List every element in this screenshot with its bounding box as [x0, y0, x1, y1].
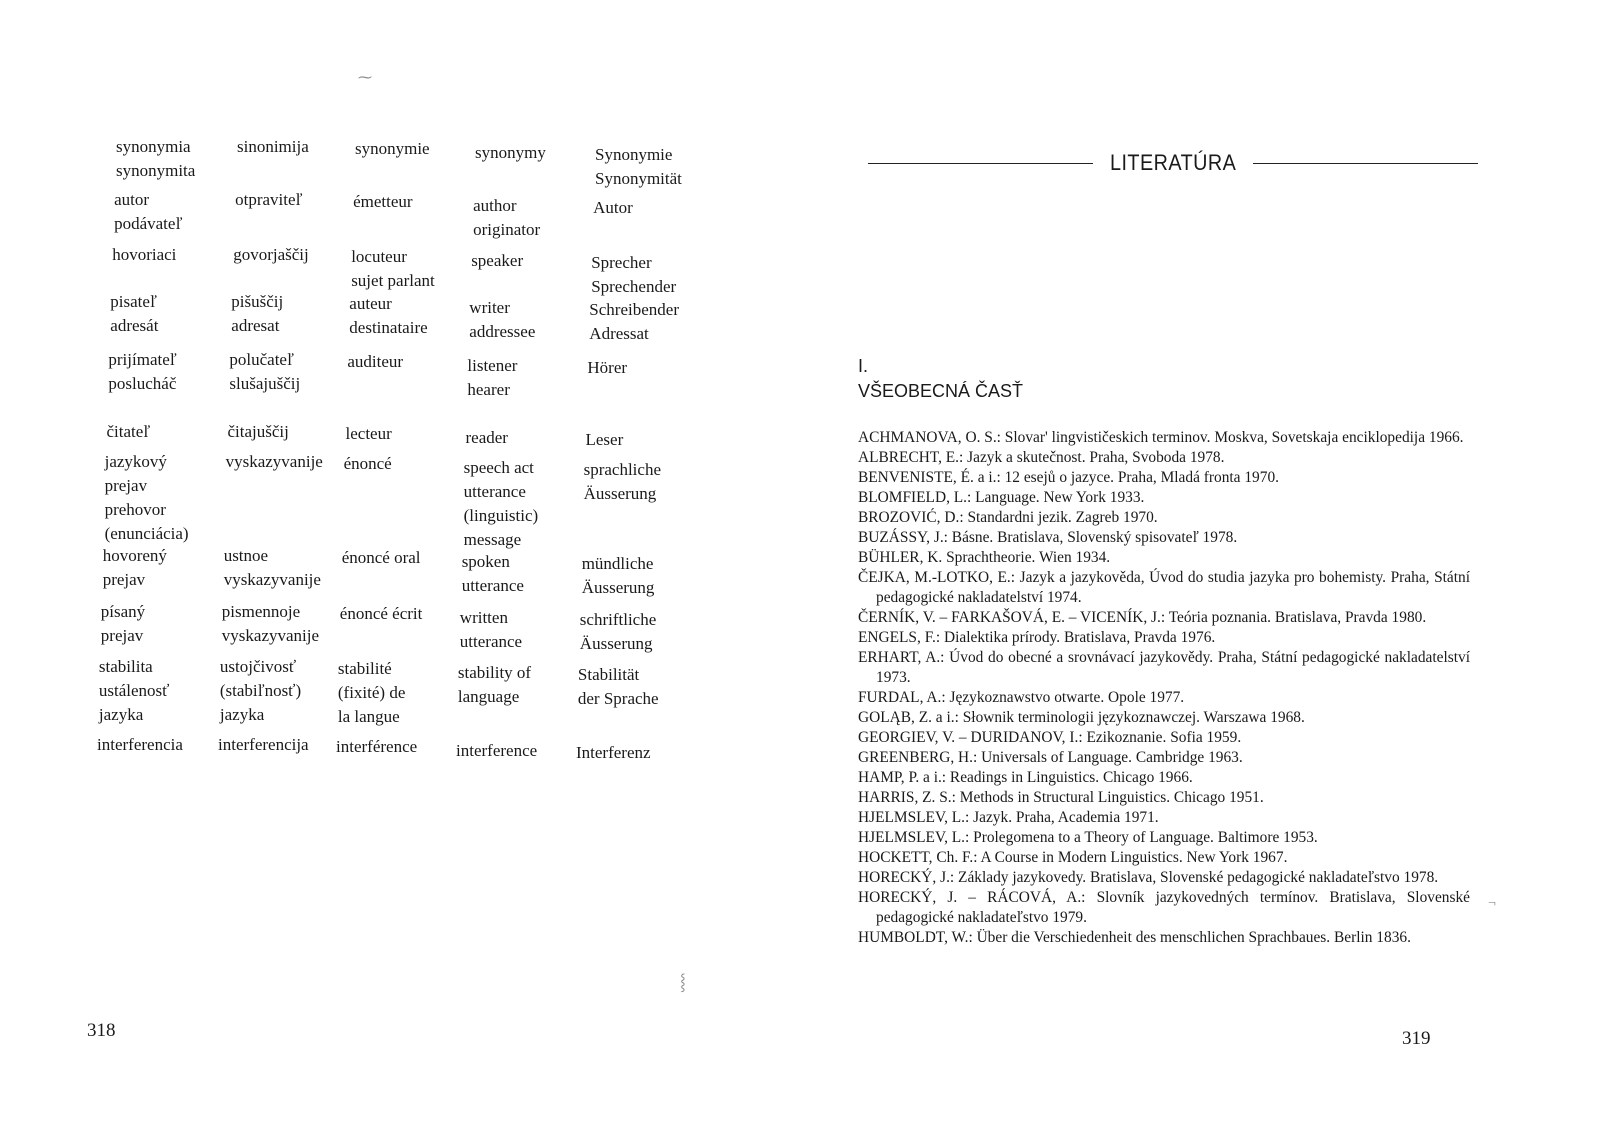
term: speech act — [463, 458, 534, 477]
reference-entry: HORECKÝ, J. – RÁCOVÁ, A.: Slovník jazykovedných termínov. Bratislava, Slovenské pedagogické nakladateľstvo 1979. — [858, 889, 1470, 926]
term: vyskazyvanije — [221, 626, 320, 645]
term: vyskazyvanije — [225, 452, 323, 471]
term: govorjaščij — [233, 245, 309, 264]
reference-entry: HAMP, P. a i.: Readings in Linguistics. Chicago 1966. — [858, 769, 1193, 786]
term: vyskazyvanije — [223, 570, 321, 589]
term: spoken — [461, 552, 510, 571]
reference-entry: BROZOVIĆ, D.: Standardni jezik. Zagreb 1970. — [858, 509, 1158, 526]
section-number: I. — [858, 356, 869, 376]
term-cell — [226, 450, 323, 474]
term-cell — [578, 663, 659, 711]
term-cell — [591, 251, 676, 299]
term: der Sprache — [577, 689, 659, 708]
term-cell — [107, 420, 151, 444]
term: speaker — [471, 251, 524, 270]
term: Schreibender — [589, 300, 679, 319]
term: utterance — [459, 632, 523, 651]
term-cell — [101, 600, 145, 648]
term: čitateľ — [106, 422, 151, 441]
term-cell — [349, 292, 427, 340]
term: (fixité) de — [337, 683, 406, 702]
term: (stabiľnosť) — [219, 681, 302, 700]
term: pismennoje — [221, 602, 301, 621]
term: prehovor — [104, 500, 166, 519]
term-cell — [97, 733, 183, 757]
term-cell — [110, 290, 158, 338]
chapter-title: LITERATÚRA — [1109, 150, 1237, 175]
term: synonymy — [475, 143, 546, 162]
term-cell — [228, 420, 289, 444]
term: Äusserung — [579, 634, 653, 653]
term: utterance — [461, 576, 524, 595]
term: Sprecher — [591, 253, 652, 272]
term: prijímateľ — [108, 350, 177, 369]
term: hearer — [467, 380, 510, 399]
term: Synonymität — [595, 169, 682, 188]
term-cell — [233, 243, 309, 267]
term: polučateľ — [229, 350, 294, 369]
term: written — [459, 608, 508, 627]
term-cell — [346, 422, 392, 446]
term-cell — [353, 190, 412, 214]
scan-smudge: ¬ — [1488, 896, 1496, 911]
reference-entry: HUMBOLDT, W.: Über die Verschiedenheit des menschlichen Sprachbaues. Berlin 1836. — [858, 929, 1411, 946]
term: auditeur — [347, 352, 404, 371]
reference-entry: BÜHLER, K. Sprachtheorie. Wien 1934. — [858, 549, 1111, 566]
reference-entry: ENGELS, F.: Dialektika prírody. Bratislava, Pravda 1976. — [858, 629, 1216, 646]
reference-entry: GOLĄB, Z. a i.: Słownik terminologii językoznawczej. Warszawa 1968. — [858, 709, 1305, 726]
left-page — [0, 0, 720, 1133]
term: Adressat — [589, 324, 649, 343]
term: slušajuščij — [229, 374, 301, 393]
term-cell — [473, 194, 540, 242]
scan-smudge: ⸾ — [680, 974, 686, 991]
term: Autor — [593, 198, 633, 217]
term: stability of — [457, 663, 532, 682]
term: interferencia — [97, 735, 183, 754]
term: synonymia — [116, 137, 191, 156]
term: podávateľ — [114, 214, 183, 233]
term: writer — [469, 298, 510, 317]
term: author — [473, 196, 517, 215]
term-cell — [589, 298, 679, 346]
term: ustálenosť — [98, 681, 170, 700]
term: originator — [473, 220, 541, 239]
term: poslucháč — [108, 374, 177, 393]
term: interference — [456, 741, 538, 760]
section-title: VŠEOBECNÁ ČASŤ — [858, 381, 1024, 401]
heading-rule-left — [868, 163, 1093, 164]
term: Synonymie — [595, 145, 673, 164]
term: pišuščij — [231, 292, 284, 311]
term: stabilité — [337, 659, 392, 678]
term-cell — [220, 655, 301, 727]
term: stabilita — [98, 657, 153, 676]
term: čitajuščij — [227, 422, 289, 441]
term: jazyka — [98, 705, 144, 724]
term: interférence — [336, 737, 418, 756]
term-cell — [340, 602, 423, 626]
term: message — [463, 530, 522, 549]
reference-entry: HORECKÝ, J.: Základy jazykovedy. Bratislava, Slovenské pedagogické nakladateľstvo 1978. — [858, 869, 1439, 886]
reference-entry: ALBRECHT, E.: Jazyk a skutečnost. Praha, Svoboda 1978. — [858, 449, 1225, 466]
reference-entry: GREENBERG, H.: Universals of Language. Cambridge 1963. — [858, 749, 1243, 766]
term-cell — [464, 456, 539, 552]
term-cell — [108, 348, 176, 396]
term-cell — [218, 733, 309, 757]
term: language — [457, 687, 520, 706]
heading-rule-right — [1253, 163, 1478, 164]
term-cell — [237, 135, 309, 159]
term: sujet parlant — [351, 271, 435, 290]
term: synonymita — [116, 161, 196, 180]
term: mündliche — [581, 554, 654, 573]
term: prejav — [104, 476, 148, 495]
term-cell — [471, 249, 523, 273]
term: lecteur — [345, 424, 392, 443]
term: énoncé — [343, 454, 392, 473]
term-cell — [116, 135, 195, 183]
reference-entry: HJELMSLEV, L.: Jazyk. Praha, Academia 1971. — [858, 809, 1159, 826]
term: locuteur — [351, 247, 407, 266]
term-cell — [235, 188, 302, 212]
term: utterance — [463, 482, 526, 501]
term-cell — [112, 243, 176, 267]
page-number-left: 318 — [87, 1020, 116, 1041]
reference-entry: FURDAL, A.: Językoznawstvo otwarte. Opole 1977. — [858, 689, 1185, 706]
term: (enunciácia) — [104, 524, 189, 543]
term-cell — [342, 546, 421, 570]
term-cell — [336, 735, 417, 759]
term: destinataire — [349, 318, 428, 337]
term-cell — [576, 741, 651, 765]
term-cell — [586, 428, 624, 452]
term: émetteur — [353, 192, 413, 211]
term: Interferenz — [576, 743, 651, 762]
term-cell — [469, 296, 535, 344]
term: ustojčivosť — [219, 657, 297, 676]
reference-entry: BUZÁSSY, J.: Básne. Bratislava, Slovenský spisovateľ 1978. — [858, 529, 1238, 546]
term: auteur — [349, 294, 392, 313]
term: Sprechender — [591, 277, 677, 296]
term-cell — [467, 354, 517, 402]
term: písaný — [100, 602, 146, 621]
term-cell — [587, 356, 627, 380]
term-cell — [458, 661, 531, 709]
reference-entry: BLOMFIELD, L.: Language. New York 1933. — [858, 489, 1145, 506]
term: sinonimija — [237, 137, 309, 156]
term: jazykový — [104, 452, 167, 471]
term-cell — [460, 606, 522, 654]
term: schriftliche — [579, 610, 657, 629]
term: hovoriaci — [112, 245, 177, 264]
term: ustnoe — [223, 546, 269, 565]
term: adresat — [231, 316, 280, 335]
term-cell — [105, 450, 189, 546]
term: otpraviteľ — [235, 190, 303, 209]
term: Äusserung — [583, 484, 657, 503]
reference-entry: GEORGIEV, V. – DURIDANOV, I.: Ezikoznanie. Sofia 1959. — [858, 729, 1242, 746]
reference-entry: ERHART, A.: Úvod do obecné a srovnávací jazykovědy. Praha, Státní pedagogické nakladatelství 1973. — [858, 649, 1470, 686]
term: sprachliche — [583, 460, 661, 479]
term-cell — [582, 552, 655, 600]
term-cell — [347, 350, 403, 374]
term: hovorený — [102, 546, 167, 565]
term: Äusserung — [581, 578, 655, 597]
term: adresát — [110, 316, 159, 335]
term-cell — [229, 348, 300, 396]
term: listener — [467, 356, 518, 375]
term-cell — [580, 608, 656, 656]
term-cell — [462, 550, 524, 598]
term-cell — [584, 458, 661, 506]
term: autor — [114, 190, 150, 209]
term-cell — [114, 188, 182, 236]
reference-entry: HOCKETT, Ch. F.: A Course in Modern Linguistics. New York 1967. — [858, 849, 1288, 866]
term-cell — [231, 290, 283, 338]
term: Stabilität — [577, 665, 640, 684]
term: addressee — [469, 322, 536, 341]
term: pisateľ — [110, 292, 157, 311]
term: prejav — [102, 570, 146, 589]
term: reader — [465, 428, 508, 447]
term: la langue — [337, 707, 400, 726]
reference-entry: HJELMSLEV, L.: Prolegomena to a Theory of Language. Baltimore 1953. — [858, 829, 1318, 846]
page-number-right: 319 — [1402, 1028, 1431, 1049]
term-cell — [475, 141, 546, 165]
term-cell — [355, 137, 430, 161]
reference-list — [858, 428, 1470, 948]
term: Leser — [585, 430, 624, 449]
term-cell — [224, 544, 321, 592]
term-cell — [344, 452, 392, 476]
term-cell — [593, 196, 633, 220]
term-cell — [595, 143, 682, 191]
term: (linguistic) — [463, 506, 539, 525]
reference-entry: HARRIS, Z. S.: Methods in Structural Linguistics. Chicago 1951. — [858, 789, 1264, 806]
term-cell — [466, 426, 508, 450]
term-cell — [99, 655, 170, 727]
term: énoncé écrit — [339, 604, 423, 623]
term: interferencija — [218, 735, 309, 754]
term-cell — [222, 600, 319, 648]
reference-entry: ACHMANOVA, O. S.: Slovar' lingvističeskich terminov. Moskva, Sovetskaja enciklopedija 1966. — [858, 429, 1464, 446]
term: jazyka — [219, 705, 265, 724]
term: Hörer — [587, 358, 628, 377]
term-cell — [103, 544, 167, 592]
scan-smudge: ⁓ — [358, 71, 372, 86]
term-cell — [338, 657, 406, 729]
chapter-heading — [868, 146, 1478, 180]
reference-entry: ČERNÍK, V. – FARKAŠOVÁ, E. – VICENÍK, J.: Teória poznania. Bratislava, Pravda 1980. — [858, 609, 1427, 626]
term: énoncé oral — [341, 548, 421, 567]
term-cell — [351, 245, 435, 293]
term: prejav — [100, 626, 144, 645]
term: synonymie — [355, 139, 430, 158]
reference-entry: ČEJKA, M.-LOTKO, E.: Jazyk a jazykověda, Úvod do studia jazyka pro bohemisty. Praha, Státní pedagogické nakladatelství 1974. — [858, 569, 1470, 606]
term-cell — [456, 739, 537, 763]
reference-entry: BENVENISTE, É. a i.: 12 esejů o jazyce. Praha, Mladá fronta 1970. — [858, 469, 1279, 486]
